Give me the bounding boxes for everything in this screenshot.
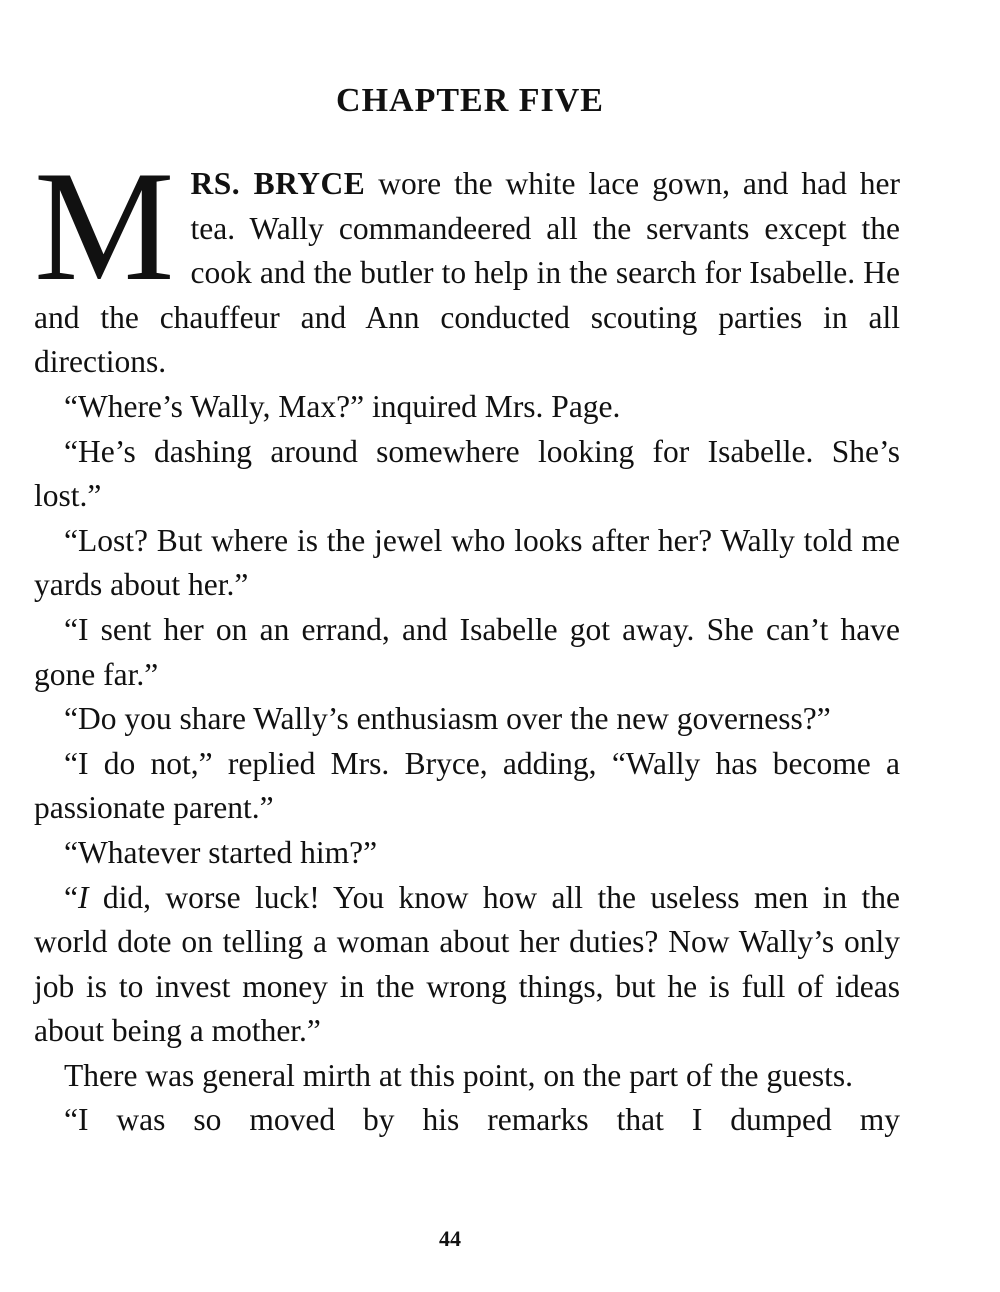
paragraph-so-moved: “I was so moved by his remarks that I dumped my: [64, 1102, 900, 1138]
open-quote: “: [64, 879, 78, 915]
paragraph-sent-on-errand: “I sent her on an errand, and Isabelle got away. She can’t have gone far.”: [34, 611, 900, 692]
chapter-text: [34, 139, 900, 1143]
page-number: 44: [439, 1226, 461, 1251]
chapter-title: CHAPTER FIVE: [336, 82, 604, 119]
opening-small-caps: RS. BRYCE: [190, 166, 366, 201]
paragraph-general-mirth: There was general mirth at this point, on the part of the guests.: [64, 1057, 854, 1093]
paragraph-share-enthusiasm: “Do you share Wally’s enthusiasm over the new governess?”: [64, 701, 831, 737]
drop-cap-letter: M: [34, 139, 175, 314]
opening-paragraph-text: wore the white lace gown, and had her tea. Wally commandeered all the servants except the cook and the butler to help in the search for Isabelle. He and the chauffeur and Ann conducted scouting parties in all directions.: [34, 166, 900, 380]
paragraph-lost: “Lost? But where is the jewel who looks after her? Wally told me yards about her.”: [34, 522, 900, 603]
paragraph-i-did: [34, 876, 900, 1054]
paragraph-i-do-not: “I do not,” replied Mrs. Bryce, adding, “Wally has become a passionate parent.”: [34, 745, 900, 826]
paragraph-whatever-started: “Whatever started him?”: [64, 834, 378, 870]
paragraph-dashing-around: “He’s dashing around somewhere looking for Isabelle. She’s lost.”: [34, 433, 900, 514]
paragraph-where-is-wally: “Where’s Wally, Max?” inquired Mrs. Page.: [64, 388, 621, 424]
paragraph-i-did-text: did, worse luck! You know how all the useless men in the world dote on telling a woman about her duties? Now Wally’s only job is to invest money in the wrong things, but he is full of ideas about being a mother.”: [34, 879, 900, 1049]
italic-i: I: [77, 879, 89, 915]
